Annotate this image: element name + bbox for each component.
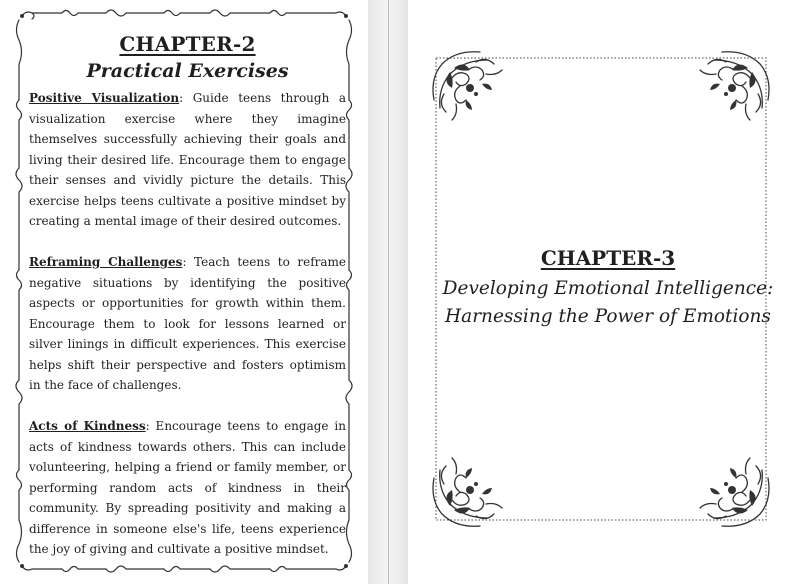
- term-positive-visualization: Positive Visualization: [29, 91, 180, 105]
- term-reframing-challenges: Reframing Challenges: [29, 255, 183, 269]
- chapter-2-title: CHAPTER-2: [119, 32, 256, 56]
- chapter-3-title: CHAPTER-3: [540, 246, 676, 270]
- paragraph-reframing-challenges: [29, 252, 346, 396]
- chapter-3-subtitle-line-1: Developing Emotional Intelligence:: [442, 278, 774, 299]
- page-gutter: [368, 0, 408, 584]
- paragraph-positive-visualization: [29, 88, 346, 232]
- term-acts-of-kindness: Acts of Kindness: [29, 419, 146, 433]
- chapter-2-subtitle: Practical Exercises: [86, 60, 289, 82]
- right-page: [408, 0, 788, 584]
- paragraph-acts-of-kindness: [29, 416, 346, 560]
- page-spine: [388, 0, 389, 584]
- body-acts-of-kindness: : Encourage teens to engage in acts of kindness towards others. This can include volunteering, helping a friend or family member, or performing random acts of kindness in their community. By spreading positivity and making a difference in someone else's life, teens experience the joy of giving and cultivate a positive mindset.: [29, 419, 346, 556]
- body-positive-visualization: : Guide teens through a visualization exercise where they imagine themselves successfully achieving their goals and living their desired life. Encourage them to engage their senses and vividly picture the details. This exercise helps teens cultivate a positive mindset by creating a mental image of their desired outcomes.: [29, 91, 347, 228]
- chapter-3-content: [428, 244, 788, 331]
- chapter-3-subtitle-line-2: Harnessing the Power of Emotions: [445, 306, 771, 327]
- left-page: [0, 0, 368, 584]
- body-reframing-challenges: : Teach teens to reframe negative situations by identifying the positive aspects or opportunities for growth within them. Encourage them to look for lessons learned or silver linings in difficult experiences. This exercise helps shift their perspective and fosters optimism in the face of challenges.: [29, 255, 347, 392]
- chapter-2-content: [29, 30, 346, 580]
